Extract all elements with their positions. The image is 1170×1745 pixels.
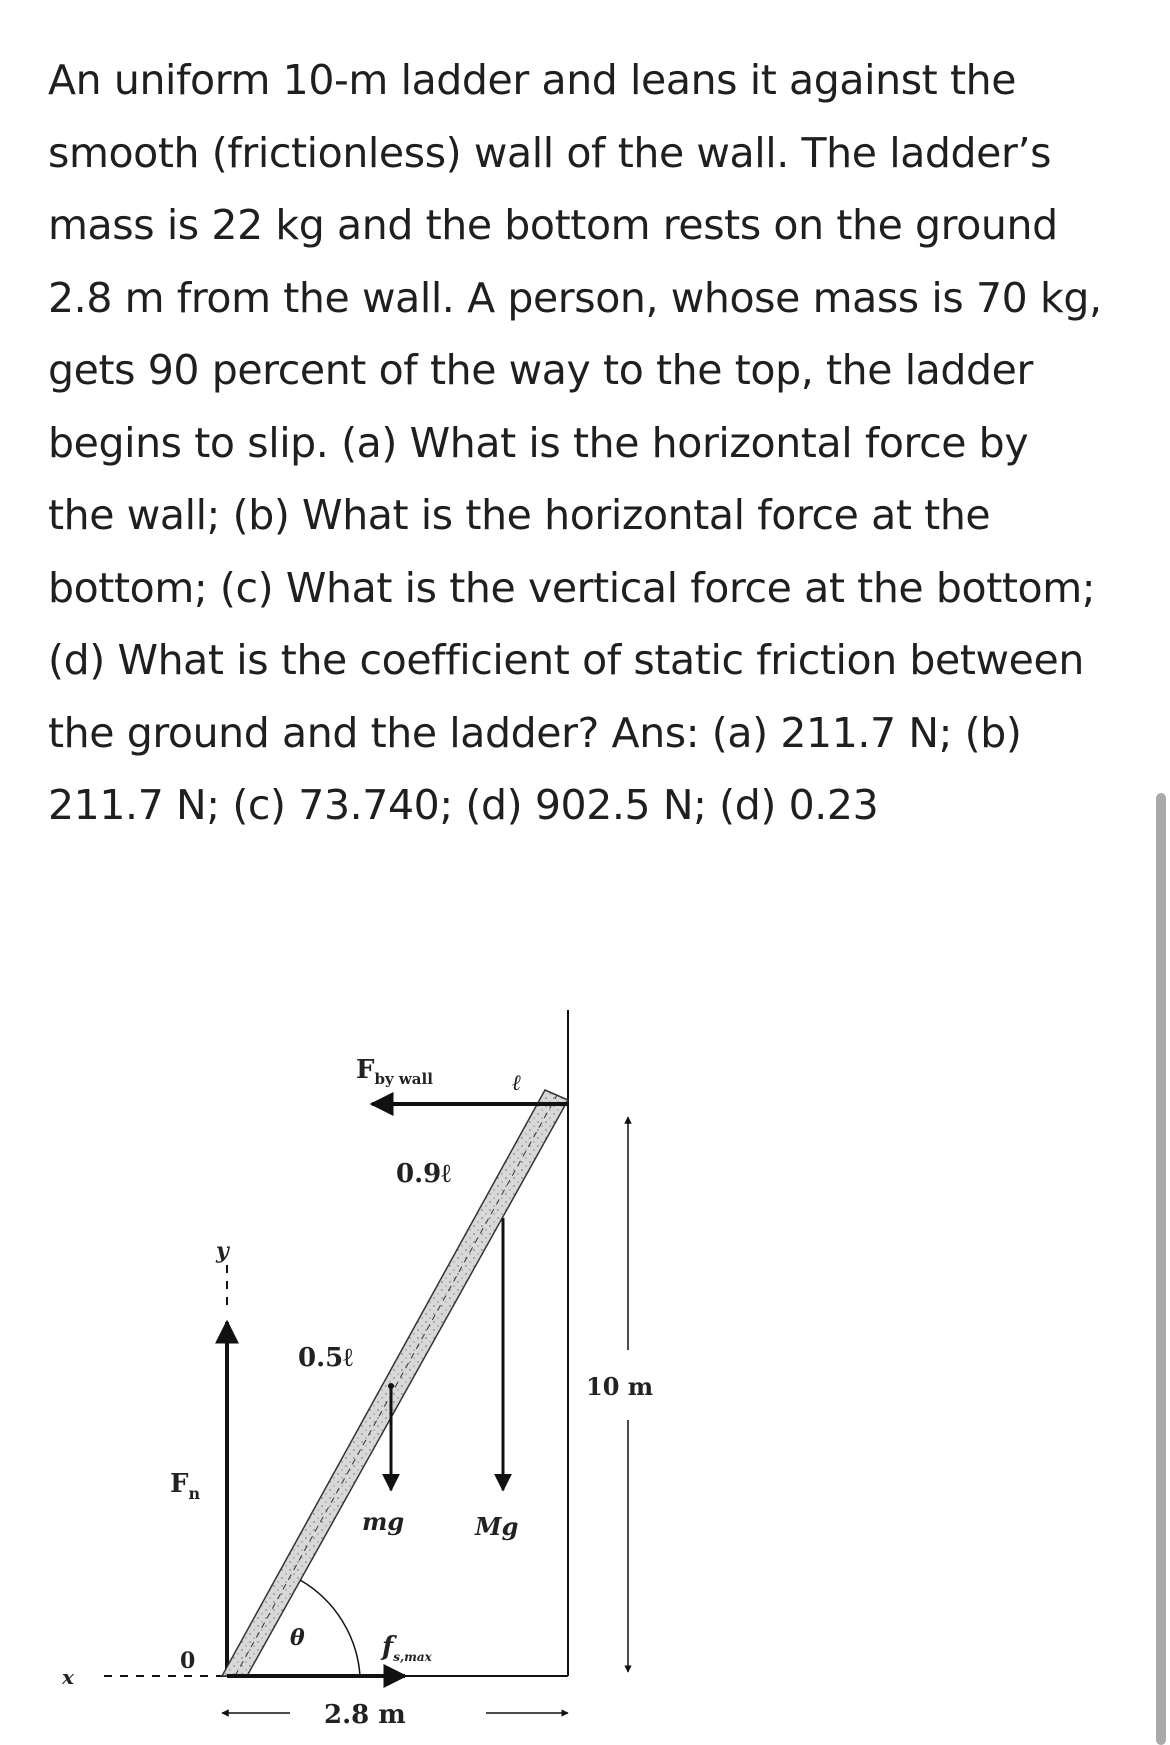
height-label: 10 m [586,1372,654,1401]
friction-force-label: $f_{s,max}$ [382,1632,432,1664]
wall-force-label: $F_{by wall}$ [356,1055,433,1088]
theta-arc [300,1580,360,1676]
y-axis-label: y [216,1238,229,1264]
problem-line: An uniform 10-m ladder and leans it against the [48,56,1017,104]
problem-line: (d) What is the coefficient of static friction between [48,636,1084,684]
normal-force-label: $F_n$ [170,1469,201,1503]
person-weight-label: Mg [475,1512,519,1541]
problem-line: mass is 22 kg and the bottom rests on the ground [48,201,1058,249]
origin-label: 0 [180,1648,196,1674]
ladder-weight-label: mg [362,1507,405,1536]
x-axis-label: x [62,1665,74,1689]
problem-line: the wall; (b) What is the horizontal force at the [48,491,991,539]
ell-top-label: ℓ [512,1070,522,1096]
problem-line: gets 90 percent of the way to the top, the ladder [48,346,1033,394]
problem-line: begins to slip. (a) What is the horizontal force by [48,418,1029,467]
problem-line: 211.7 N; (c) 73.740; (d) 902.5 N; (d) 0.23 [48,781,879,829]
problem-line: the ground and the ladder? Ans: (a) 211.7 N; (b) [48,708,1022,757]
problem-line: bottom; (c) What is the vertical force at the bottom; [48,563,1096,612]
vertical-scrollbar[interactable] [1156,793,1166,1745]
theta-label: θ [290,1625,305,1651]
point-nine-ell-label: 0.9ℓ [396,1159,451,1189]
distance-label: 2.8 m [324,1700,406,1730]
problem-line: 2.8 m from the wall. A person, whose mass is 70 kg, [48,273,1102,322]
ladder [222,1090,568,1676]
problem-statement [48,44,1128,842]
problem-line: smooth (frictionless) wall of the wall. The ladder’s [48,128,1052,177]
point-five-ell-label: 0.5ℓ [298,1343,353,1373]
ladder-free-body-diagram [0,980,700,1745]
